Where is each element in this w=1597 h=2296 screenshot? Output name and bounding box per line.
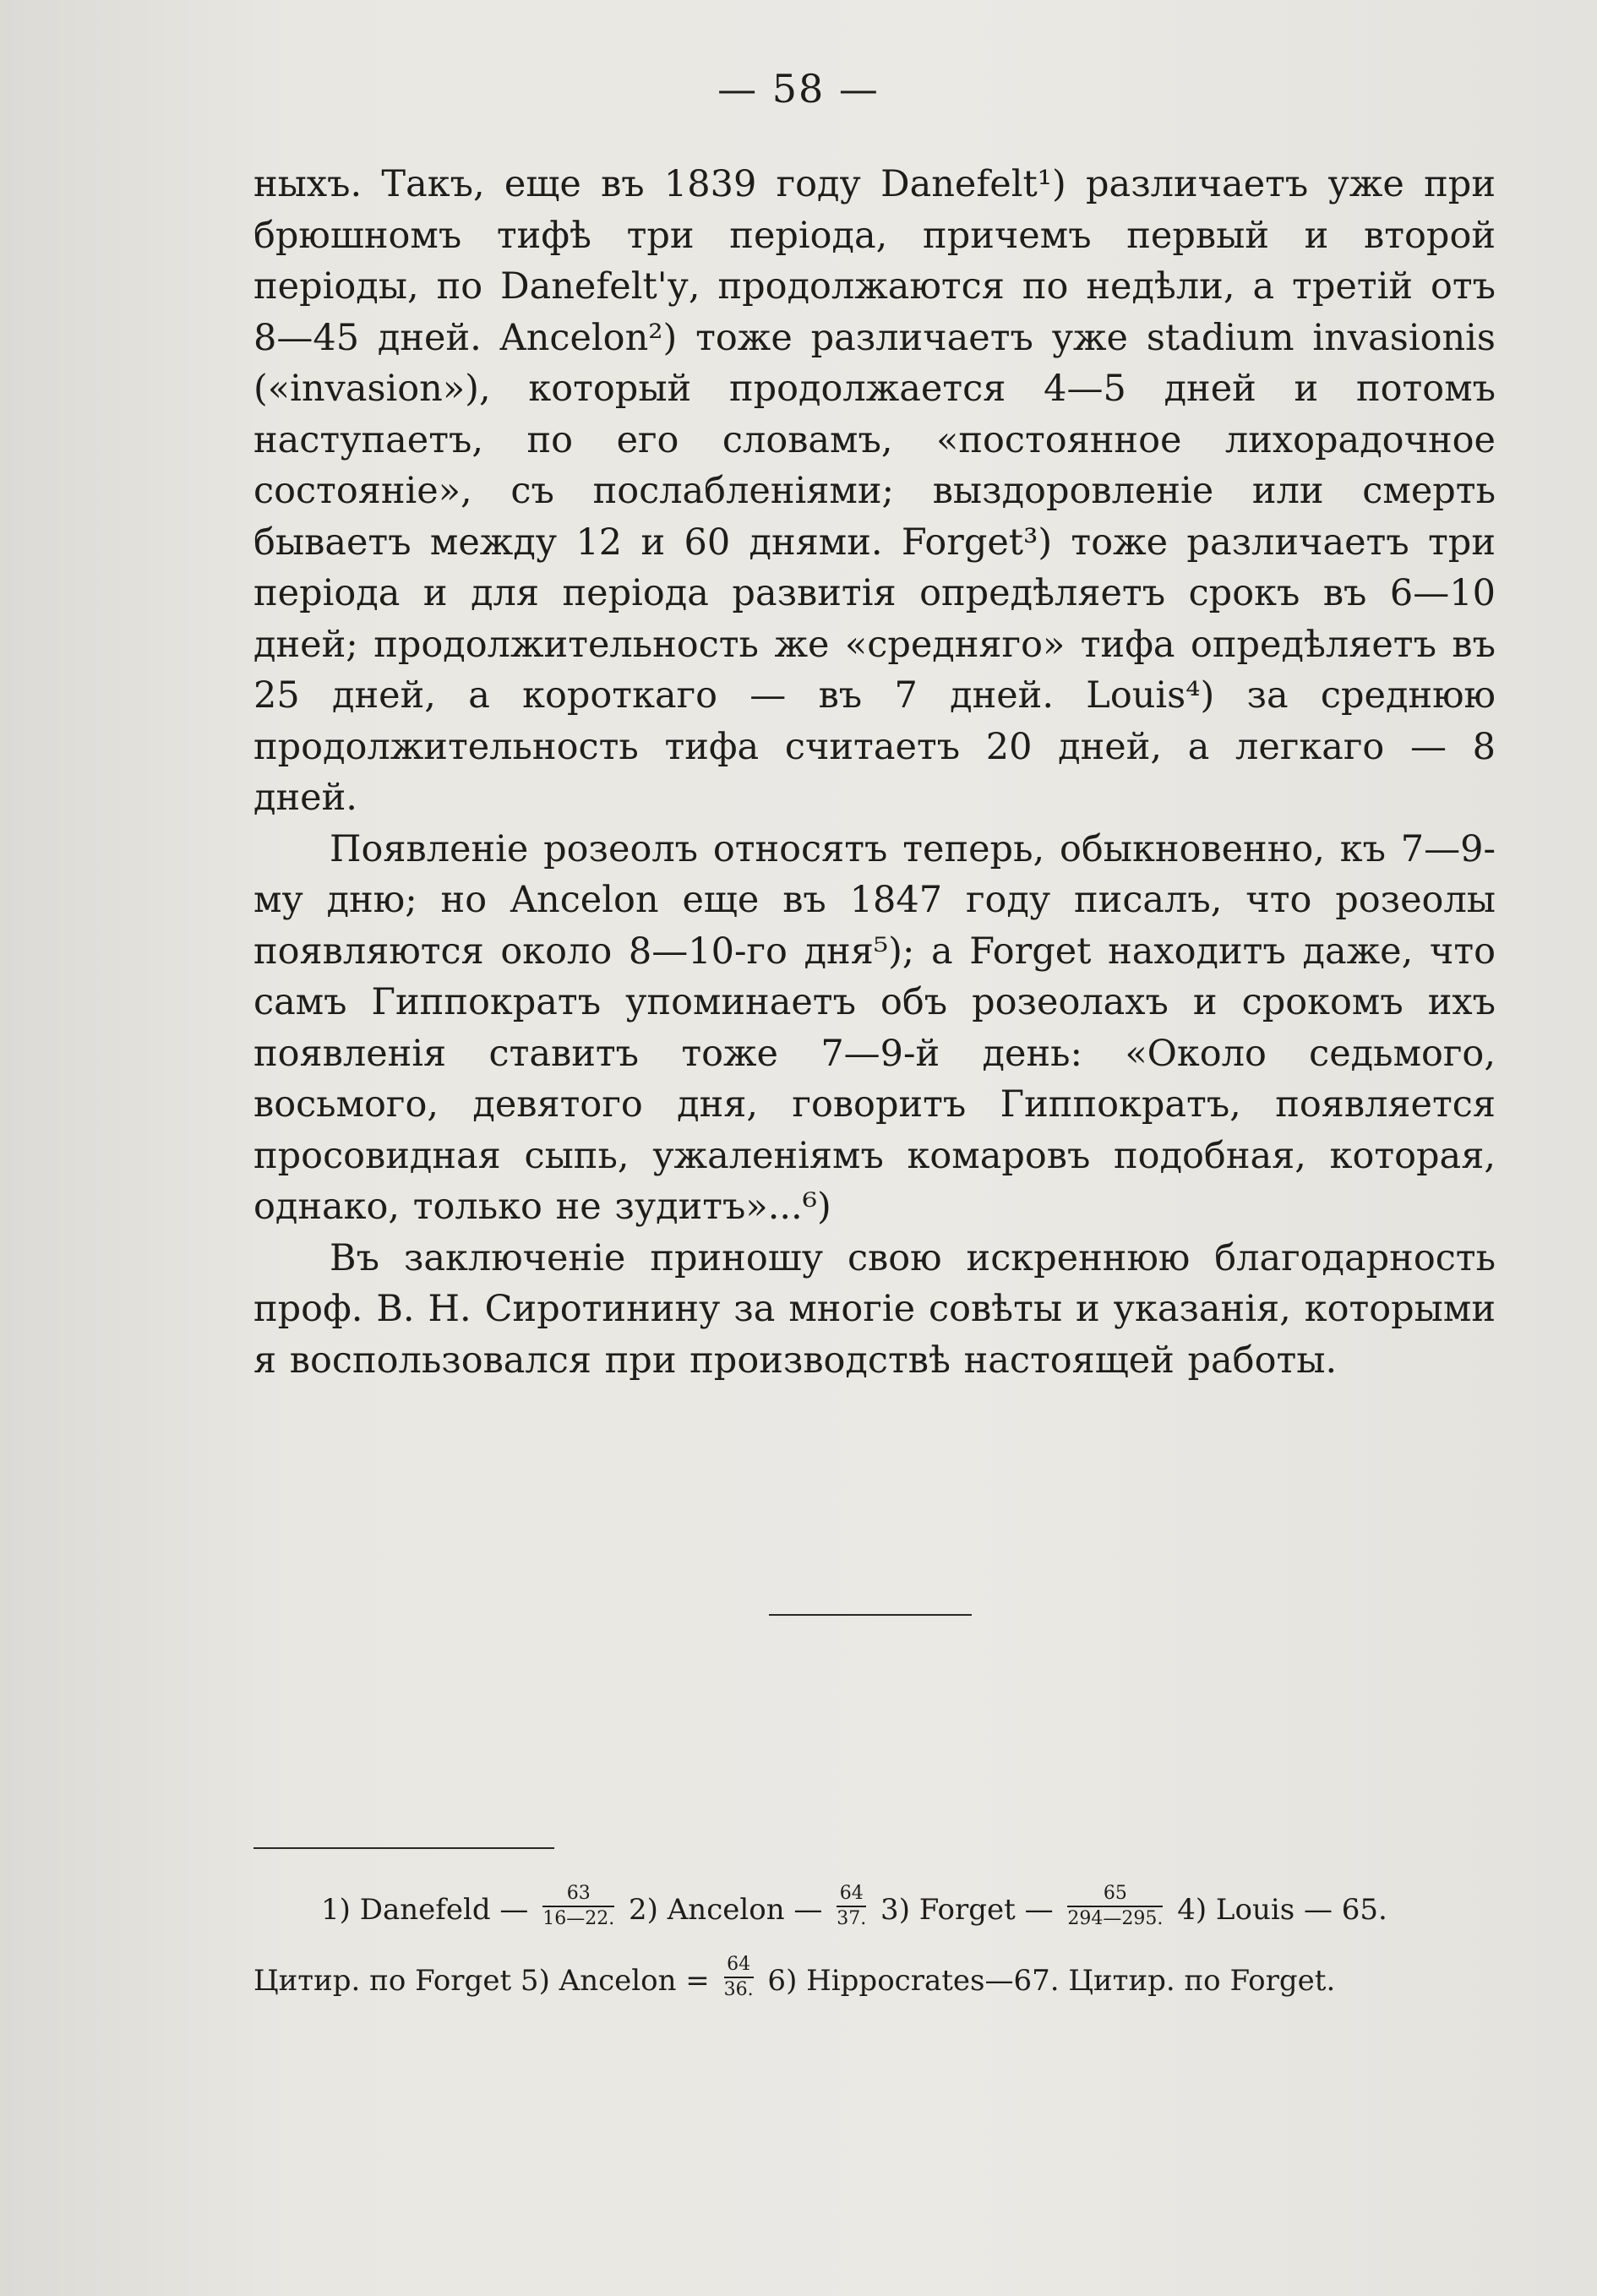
- footnote-4-author: Louis — 65.: [1215, 1893, 1387, 1927]
- footnote-5-author: Ancelon =: [559, 1964, 710, 1998]
- footnote-marker-1: 1: [321, 1893, 340, 1927]
- footnote-3-fraction: [1067, 1884, 1163, 1928]
- footnote-2-fraction: [837, 1884, 866, 1928]
- footnote-1-numerator: 63: [542, 1884, 614, 1907]
- footnote-1-author: Danefeld —: [359, 1893, 529, 1927]
- footnote-separator-rule: [253, 1847, 554, 1849]
- footnote-marker-2: 2: [629, 1893, 647, 1927]
- footnote-5-fraction: [724, 1955, 754, 1999]
- section-end-rule: [769, 1614, 972, 1616]
- footnote-1-denominator: 16—22.: [542, 1908, 615, 1929]
- footnotes: [253, 1874, 1496, 2016]
- footnote-2-author: Ancelon —: [667, 1893, 823, 1927]
- footnote-6-text: Hippocrates—67. Цитир. по Forget.: [806, 1964, 1336, 1998]
- footnote-3-numerator: 65: [1067, 1884, 1163, 1907]
- footnote-5-numerator: 64: [724, 1955, 754, 1978]
- footnote-2-numerator: 64: [837, 1884, 866, 1907]
- footnote-line-1: 1) Danefeld — $\frac{63}{16—22.}$ 2) Ancelon — $\frac{64}{37.}$ 3) Forget — $\frac{65}{294—295.}$ 4) Louis — 65.: [321, 1883, 1387, 1929]
- footnote-marker-4: 4: [1177, 1893, 1196, 1927]
- footnote-1-fraction: [542, 1884, 614, 1928]
- footnote-2-denominator: 37.: [837, 1908, 867, 1929]
- body-text: [253, 159, 1496, 1386]
- footnote-5-denominator: 36.: [723, 1979, 754, 2000]
- page-number: — 58 —: [717, 66, 880, 112]
- paragraph-3: Въ заключеніе приношу свою искреннюю благодарность проф. В. Н. Сиротинину за многіе совѣты и указанія, которыми я воспользовался при производствѣ настоящей работы.: [253, 1236, 1496, 1382]
- footnote-marker-6: 6: [767, 1964, 787, 1998]
- footnote-3-author: Forget —: [918, 1893, 1054, 1927]
- paragraph-1: ныхъ. Такъ, еще въ 1839 году Danefelt¹) различаетъ уже при брюшномъ тифѣ три періода, причемъ первый и второй періоды, по Danefelt'у, продолжаются по недѣли, а третій отъ 8—45 дней. Ancelon²) тоже различаетъ уже stadium invasionis («invasion»), который продолжается 4—5 дней и потомъ наступаетъ, по его словамъ, «постоянное лихорадочное состояніе», съ послабленіями; выздоровленіе или смерть бываетъ между 12 и 60 днями. Forget³) тоже различаетъ три періода и для періода развитія опредѣляетъ срокъ въ 6—10 дней; продолжительность же «средняго» тифа опредѣляетъ въ 25 дней, а короткаго — въ 7 дней. Louis⁴) за среднюю продолжительность тифа считаетъ 20 дней, а легкаго — 8 дней.: [253, 163, 1496, 819]
- footnote-marker-5: 5: [520, 1964, 539, 1998]
- footnote-4-citation: Цитир. по Forget: [253, 1964, 512, 1998]
- footnote-line-2: Цитир. по Forget 5) Ancelon = $\frac{64}{36.}$ 6) Hippocrates—67. Цитир. по Forget.: [253, 1954, 1336, 2000]
- footnote-3-denominator: 294—295.: [1067, 1908, 1164, 1929]
- paragraph-2: Появленіе розеолъ относятъ теперь, обыкновенно, къ 7—9-му дню; но Ancelon еще въ 1847 году писалъ, что розеолы появляются около 8—10-го дня⁵); а Forget находитъ даже, что самъ Гиппократъ упоминаетъ объ розеолахъ и срокомъ ихъ появленія ставитъ тоже 7—9-й день: «Около седьмого, восьмого, девятого дня, говоритъ Гиппократъ, появляется просовидная сыпь, ужаленіямъ комаровъ подобная, которая, однако, только не зудитъ»...⁶): [253, 827, 1496, 1228]
- footnote-marker-3: 3: [880, 1893, 899, 1927]
